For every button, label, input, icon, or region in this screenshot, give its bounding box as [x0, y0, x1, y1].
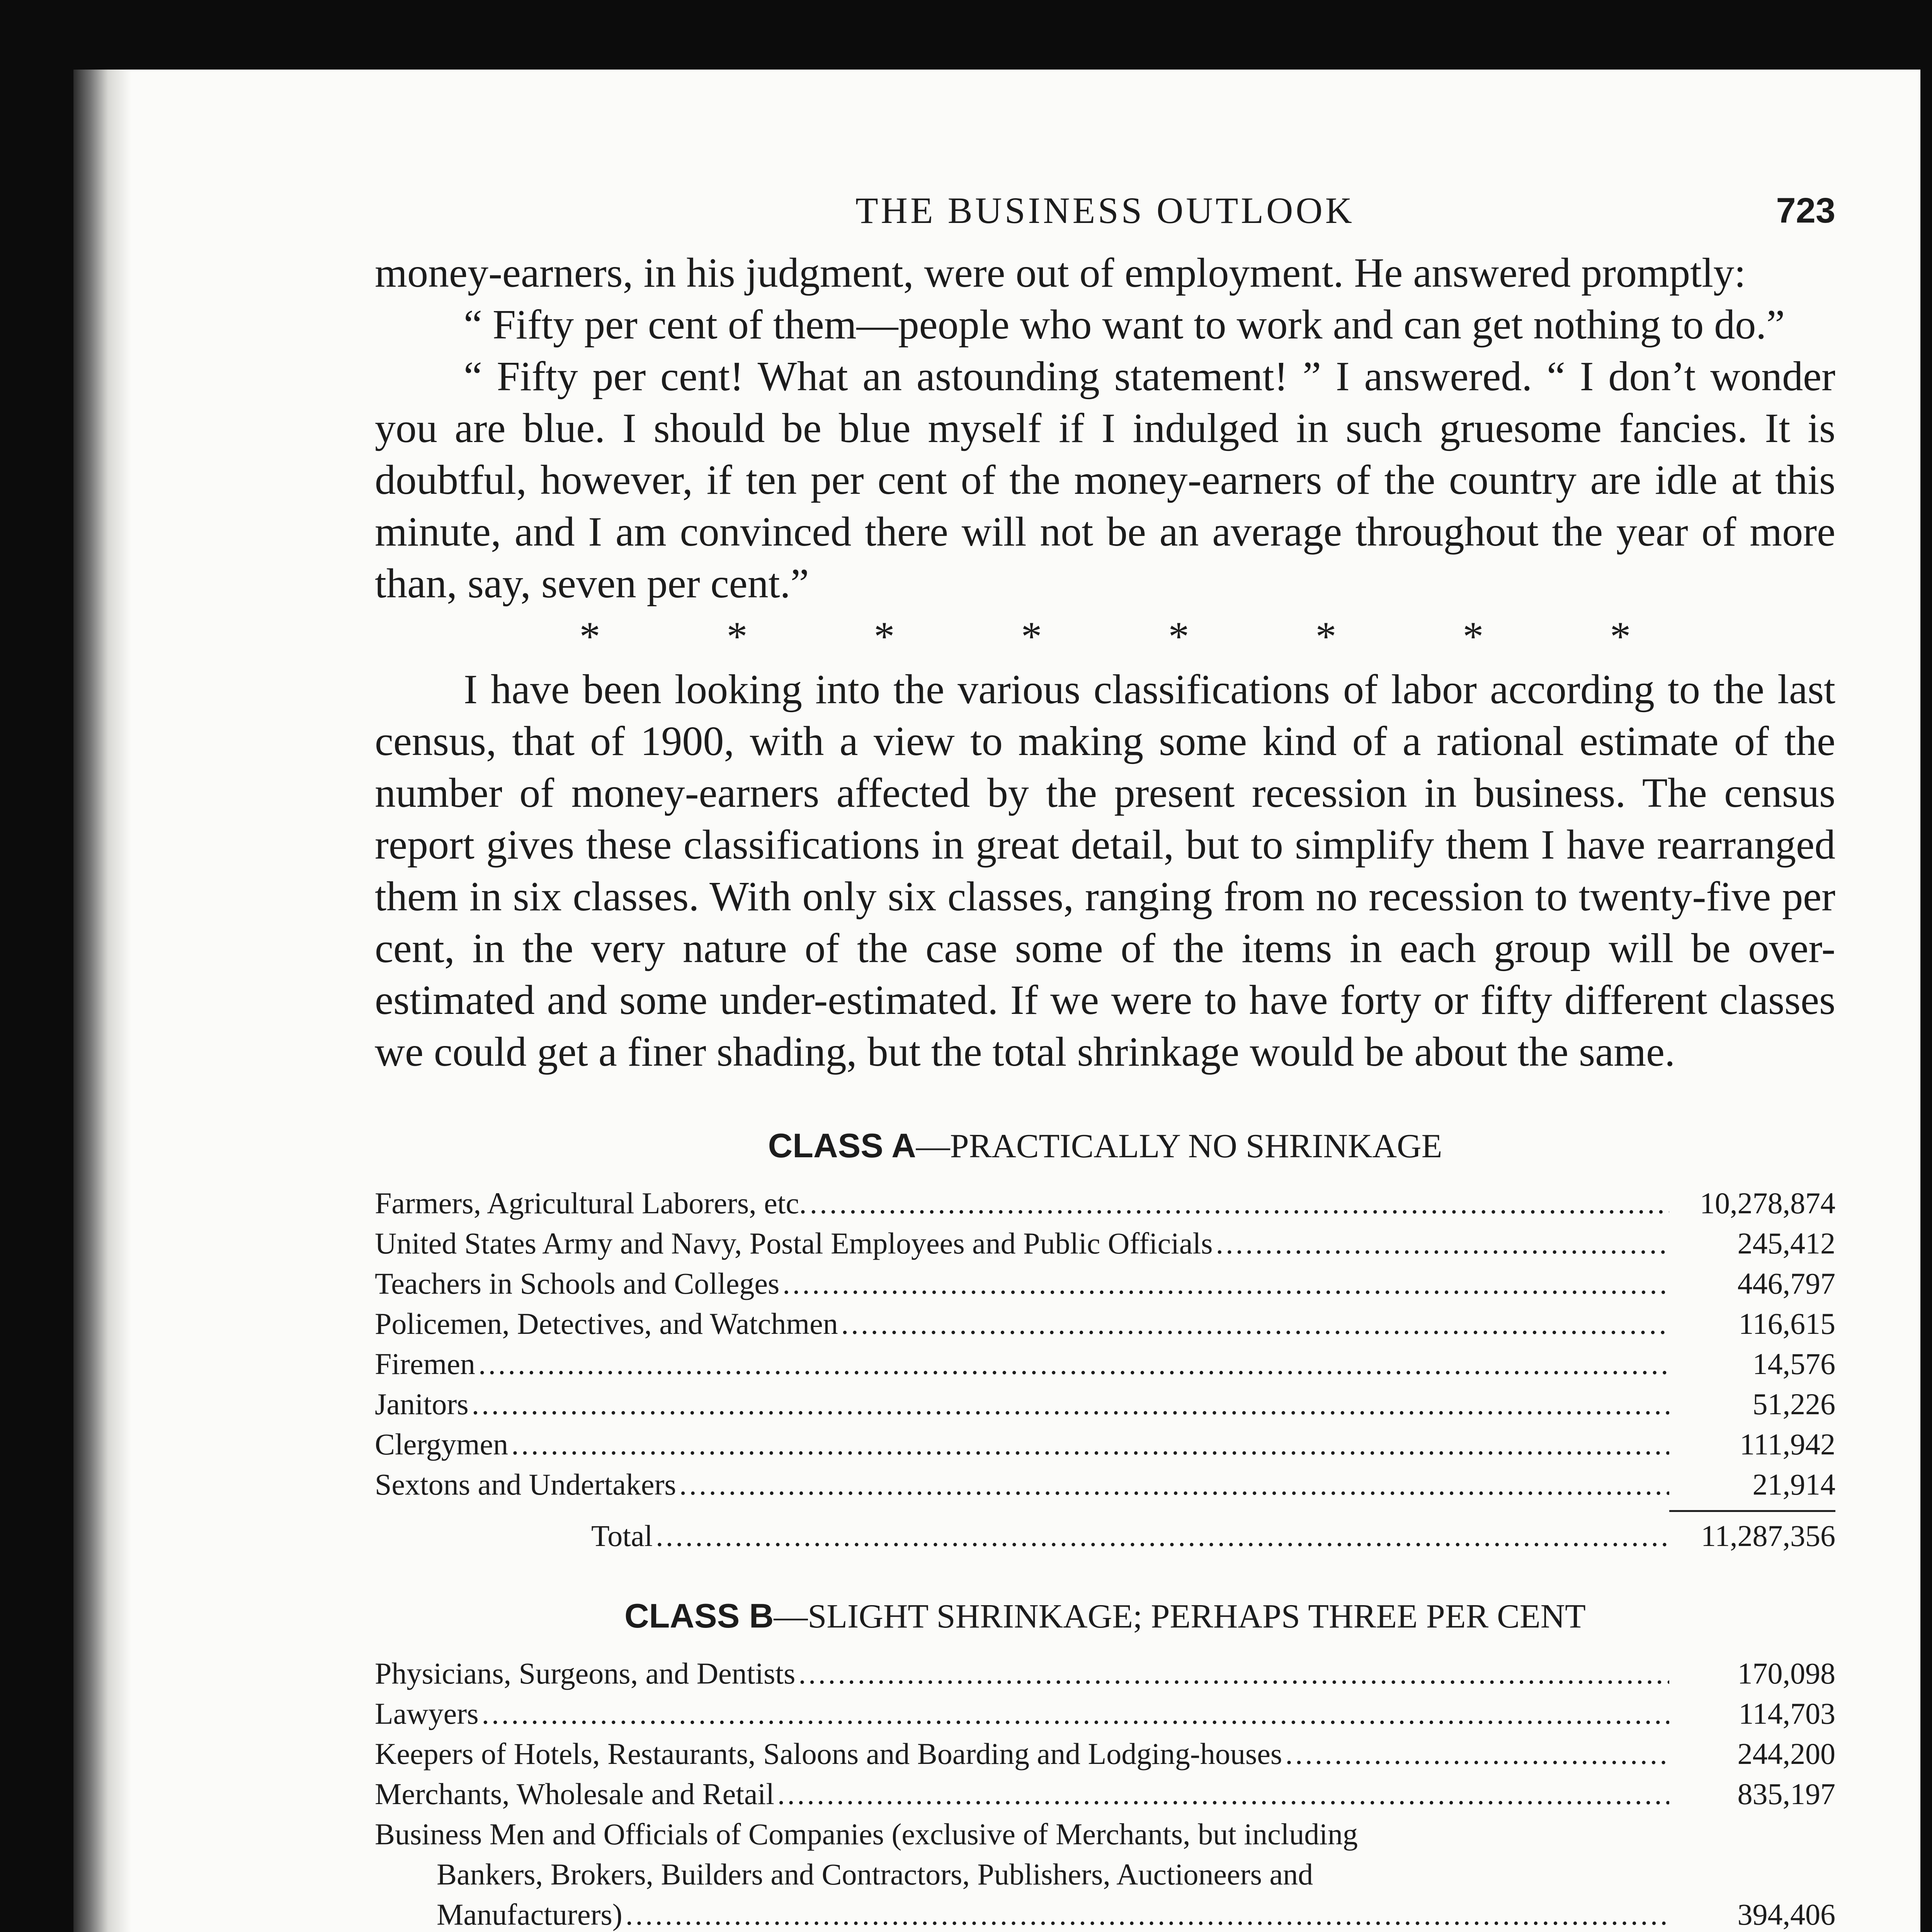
table-row-continuation: Bankers, Brokers, Builders and Contractors, Publishers, Auctioneers and [437, 1857, 1313, 1891]
class-a-table [375, 1183, 1835, 1556]
table-row: Lawyers ..... 114,703 [375, 1694, 1835, 1734]
page-text [375, 185, 1835, 1932]
table-row: Janitors ..... 51,226 [375, 1384, 1835, 1424]
paragraph-1: money-earners, in his judgment, were out of employment. He answered promptly: [375, 250, 1746, 296]
book-page [73, 70, 1920, 1932]
table-row: United States Army and Navy, Postal Employees and Public Officials ..... 245,412 [375, 1223, 1835, 1264]
running-title: THE BUSINESS OUTLOOK [855, 190, 1355, 231]
table-row-multiline: Business Men and Officials of Companies (exclusive of Merchants, but including [375, 1817, 1358, 1851]
table-row: Teachers in Schools and Colleges ..... 446,797 [375, 1264, 1835, 1304]
running-head [375, 185, 1835, 236]
table-row: Manufacturers) ..... 394,406 [375, 1895, 1835, 1932]
table-row: Policemen, Detectives, and Watchmen ..... 116,615 [375, 1304, 1835, 1344]
book-spine-shadow [73, 70, 131, 1932]
paragraph-4: I have been looking into the various classifications of labor according to the last census, that of 1900, with a view to making some kind of a rational estimate of the number of money-earners affected by the present recession in business. The census report gives these classifications in great detail, but to simplify them I have rearranged them in six classes. With only six classes, ranging from no recession to twenty-five per cent, in the very nature of the case some of the items in each group will be over-estimated and some under-estimated. If we were to have forty or fifty different classes we could get a finer shading, but the total shrinkage would be about the same. [375, 667, 1835, 1075]
table-row: Merchants, Wholesale and Retail ..... 835,197 [375, 1774, 1835, 1814]
total-row [375, 1516, 1835, 1556]
page-number: 723 [1776, 191, 1835, 230]
paragraph-2: “ Fifty per cent of them—people who want to work and can get nothing to do.” [464, 302, 1785, 348]
table-row: Sextons and Undertakers ..... 21,914 [375, 1464, 1835, 1505]
class-b-label: CLASS B [624, 1597, 774, 1635]
class-b-table [375, 1653, 1835, 1932]
class-b-heading [375, 1595, 1835, 1638]
class-a-label: CLASS A [768, 1126, 916, 1165]
table-row: Firemen ..... 14,576 [375, 1344, 1835, 1384]
paragraph-3: “ Fifty per cent! What an astounding statement! ” I answered. “ I don’t wonder you are blue. I should be blue myself if I indulged in such gruesome fancies. It is doubtful, however, if ten per cent of the money-earners of the country are idle at this minute, and I am convinced there will not be an average throughout the year of more than, say, seven per cent.” [375, 354, 1835, 607]
total-value: 11,287,356 [1701, 1519, 1835, 1553]
table-row: Clergymen ..... 111,942 [375, 1424, 1835, 1464]
class-a-heading [375, 1124, 1835, 1168]
total-label: Total [591, 1519, 656, 1553]
table-row: Physicians, Surgeons, and Dentists ..... 170,098 [375, 1653, 1835, 1694]
class-b-title: —SLIGHT SHRINKAGE; PERHAPS THREE PER CENT [774, 1598, 1586, 1635]
table-row: Farmers, Agricultural Laborers, etc. ..... 10,278,874 [375, 1183, 1835, 1223]
table-row: Keepers of Hotels, Restaurants, Saloons and Boarding and Lodging-houses ..... 244,200 [375, 1734, 1835, 1774]
class-a-title: —PRACTICALLY NO SHRINKAGE [916, 1128, 1442, 1165]
total-rule [1669, 1510, 1835, 1512]
section-break-stars: * * * * * * * * [579, 614, 1689, 660]
